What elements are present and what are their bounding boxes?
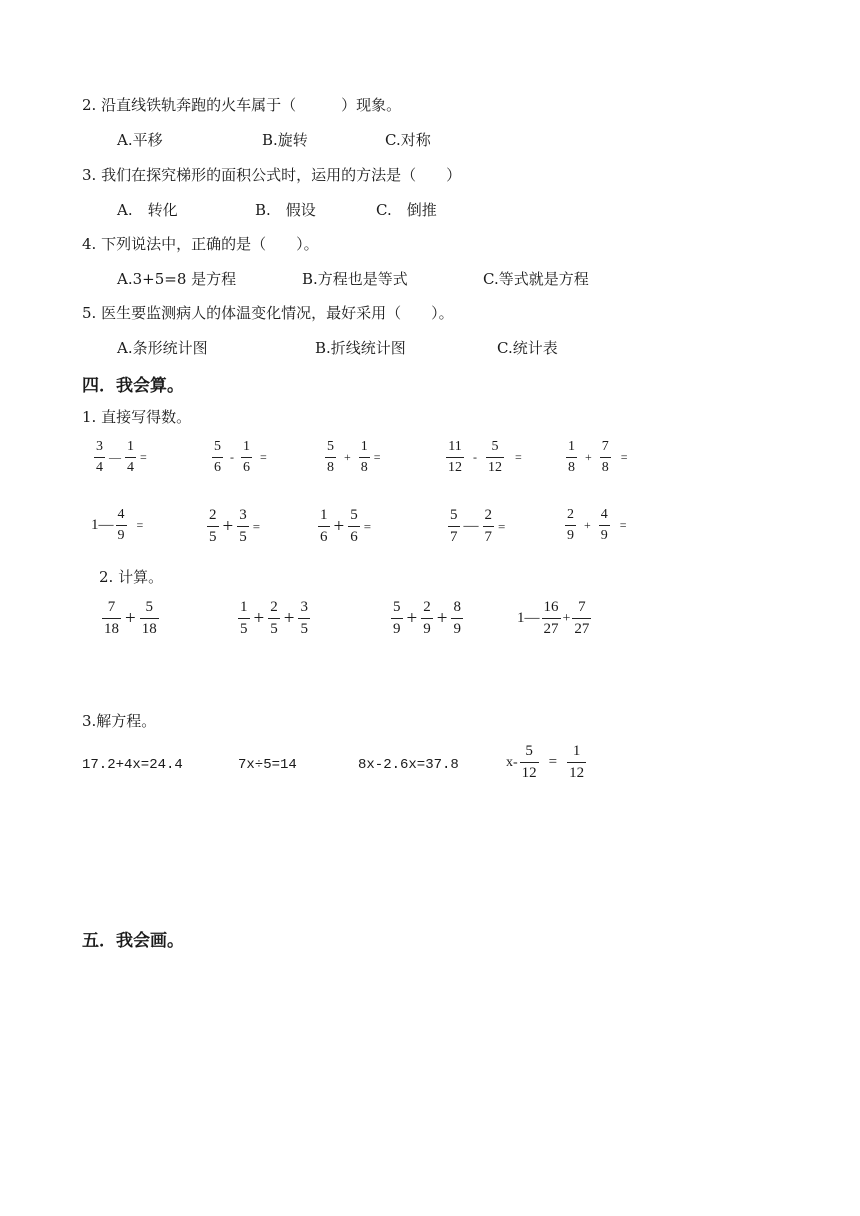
fraction: $\frac{8}{9}$ [453, 599, 461, 637]
q3-option-a: A. 转化 [117, 201, 178, 219]
fraction: $\frac{7}{18}$ [104, 599, 119, 637]
fraction: $\frac{2}{5}$ [209, 507, 217, 545]
q4-option-c: C.等式就是方程 [483, 270, 589, 288]
fraction: $\frac{1}{6}$ [243, 439, 250, 475]
question-2-stem: 2. 沿直线铁轨奔跑的火车属于（ ）现象。 [82, 96, 402, 114]
q2-option-c: C.对称 [385, 131, 431, 149]
q3-option-b: B. 假设 [255, 201, 316, 219]
fraction: $\frac{2}{9}$ [567, 507, 574, 543]
fraction: $\frac{5}{6}$ [214, 439, 221, 475]
question-4-stem: 4. 下列说法中，正确的是（ ）。 [82, 235, 319, 253]
fraction: $\frac{5}{7}$ [450, 507, 458, 545]
q2-option-a: A.平移 [117, 131, 163, 149]
fraction: $\frac{4}{9}$ [117, 507, 125, 543]
oral-calc-7: $\frac{2}{5}$ + $\frac{3}{5}$ = [209, 507, 261, 545]
fraction: $\frac{5}{6}$ [350, 507, 358, 545]
q2-option-b: B.旋转 [262, 131, 308, 149]
fraction: $\frac{7}{27}$ [574, 599, 590, 637]
calc-4: 1— $\frac{16}{27}$ + $\frac{7}{27}$ [517, 599, 590, 637]
calc-2: $\frac{1}{5}$ + $\frac{2}{5}$ + $\frac{3}{5}$ [240, 599, 308, 637]
question-3-stem: 3. 我们在探究梯形的面积公式时，运用的方法是（ ） [82, 166, 462, 184]
fraction: $\frac{3}{5}$ [239, 507, 247, 545]
fraction: $\frac{5}{18}$ [141, 599, 157, 637]
oral-calc-5: $\frac{1}{8}$ + $\frac{7}{8}$ = [568, 439, 628, 475]
fraction: $\frac{5}{12}$ [488, 439, 502, 475]
fraction: $\frac{1}{6}$ [320, 507, 328, 545]
equation-2: 7x÷5=14 [238, 757, 297, 773]
fraction: $\frac{5}{9}$ [393, 599, 401, 637]
oral-calc-8: $\frac{1}{6}$ + $\frac{5}{6}$ = [320, 507, 372, 545]
q5-option-a: A.条形统计图 [117, 339, 208, 357]
question-5-stem: 5. 医生要监测病人的体温变化情况，最好采用（ ）。 [82, 304, 454, 322]
section-4-title: 四．我会算。 [82, 376, 184, 396]
oral-calc-2: $\frac{5}{6}$ - $\frac{1}{6}$ = [214, 439, 267, 475]
section-5-title: 五．我会画。 [82, 931, 184, 951]
oral-calc-1: $\frac{3}{4}$ — $\frac{1}{4}$ = [96, 439, 147, 475]
part-3-title: 3.解方程。 [82, 712, 157, 730]
oral-calc-3: $\frac{5}{8}$ + $\frac{1}{8}$ = [327, 439, 381, 475]
fraction: $\frac{5}{8}$ [327, 439, 334, 475]
equation-4: x- $\frac{5}{12}$ = $\frac{1}{12}$ [506, 743, 585, 781]
oral-calc-4: $\frac{11}{12}$ - $\frac{5}{12}$ = [448, 439, 522, 475]
q3-option-c: C. 倒推 [376, 201, 437, 219]
fraction: $\frac{2}{5}$ [270, 599, 278, 637]
calc-1: $\frac{7}{18}$ + $\frac{5}{18}$ [104, 599, 157, 637]
oral-calc-6: 1— $\frac{4}{9}$ = [91, 507, 144, 543]
q5-option-b: B.折线统计图 [315, 339, 406, 357]
fraction: $\frac{7}{8}$ [601, 439, 609, 475]
fraction: $\frac{4}{9}$ [600, 507, 608, 543]
fraction: $\frac{16}{27}$ [543, 599, 559, 637]
fraction: $\frac{3}{5}$ [300, 599, 308, 637]
equation-3: 8x-2.6x=37.8 [358, 757, 459, 773]
q4-option-a: A.3+5=8 是方程 [117, 270, 237, 288]
fraction: $\frac{1}{4}$ [127, 439, 134, 475]
fraction: $\frac{2}{9}$ [423, 599, 431, 637]
calc-3: $\frac{5}{9}$ + $\frac{2}{9}$ + $\frac{8}{9}$ [393, 599, 461, 637]
q4-option-b: B.方程也是等式 [302, 270, 408, 288]
fraction: $\frac{5}{12}$ [521, 743, 537, 781]
fraction: $\frac{1}{12}$ [569, 743, 585, 781]
part-2-title: 2. 计算。 [99, 568, 164, 586]
fraction: $\frac{1}{8}$ [568, 439, 575, 475]
oral-calc-9: $\frac{5}{7}$ — $\frac{2}{7}$ = [450, 507, 506, 545]
fraction: $\frac{11}{12}$ [448, 439, 462, 475]
fraction: $\frac{1}{5}$ [240, 599, 248, 637]
fraction: $\frac{3}{4}$ [96, 439, 103, 475]
part-1-title: 1. 直接写得数。 [82, 408, 192, 426]
equation-1: 17.2+4x=24.4 [82, 757, 183, 773]
q5-option-c: C.统计表 [497, 339, 558, 357]
fraction: $\frac{1}{8}$ [360, 439, 368, 475]
fraction: $\frac{2}{7}$ [484, 507, 492, 545]
oral-calc-10: $\frac{2}{9}$ + $\frac{4}{9}$ = [567, 507, 627, 543]
